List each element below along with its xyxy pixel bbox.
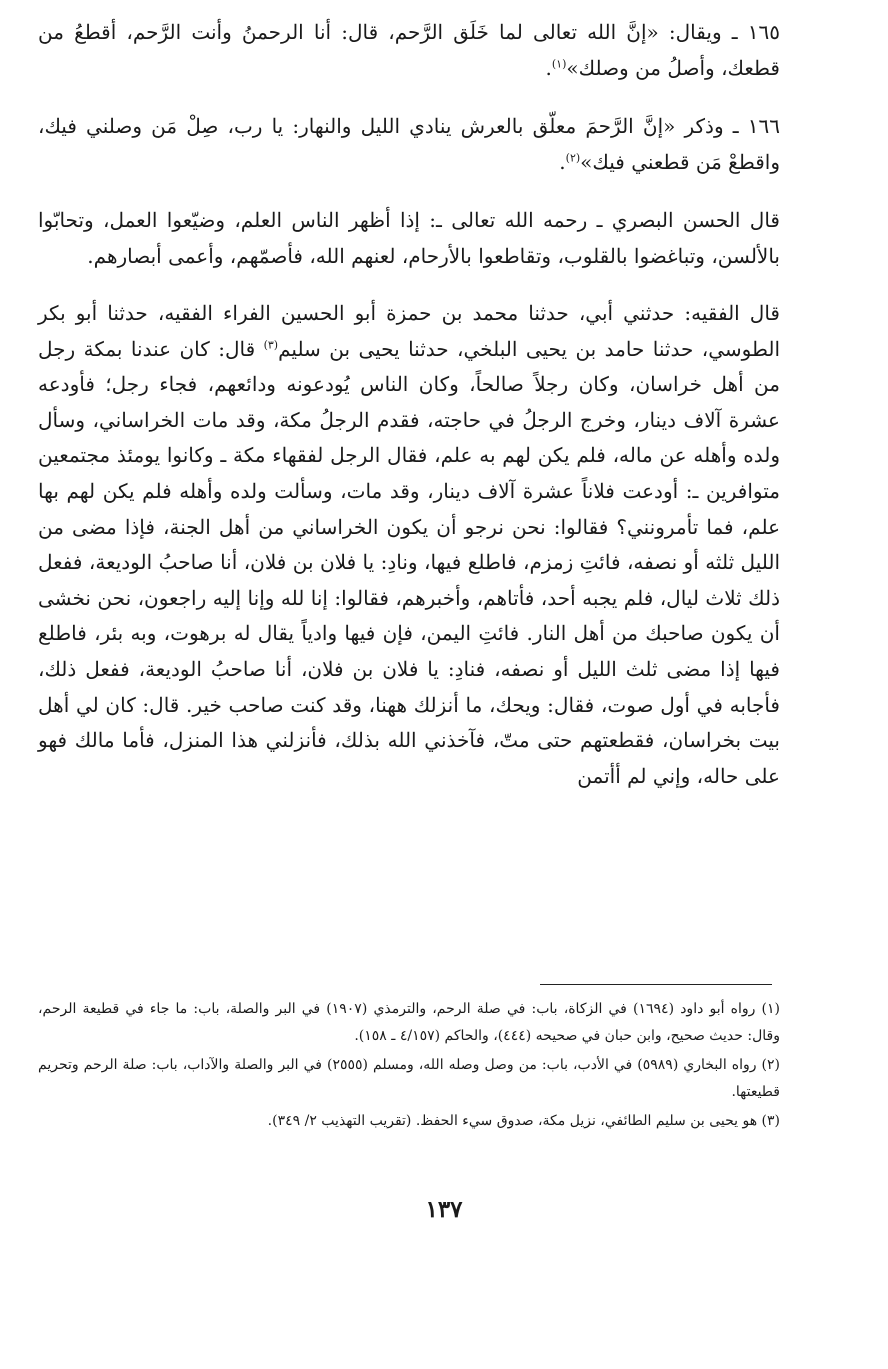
paragraph-165-text: ١٦٥ ـ ويقال: «إنَّ الله تعالى لما خَلَق الرَّحم، قال: أنا الرحمنُ وأنت الرَّحم، أقطعُ من قطعك، وأصلُ من وصلك» — [38, 20, 780, 80]
footnote-separator — [540, 984, 772, 985]
page-number: ١٣٧ — [425, 1196, 463, 1223]
footnote-ref-2: (٢) — [565, 151, 581, 165]
footnotes — [38, 996, 780, 1137]
footnote-1: (١) رواه أبو داود (١٦٩٤) في الزكاة، باب: في صلة الرحم، والترمذي (١٩٠٧) في البر والصلة، باب: ما جاء في قطيعة الرحم، وقال: حديث صحيح، وابن حبان في صحيحه (٤٤٤)، والحاكم (٤/١٥٧ ـ ١٥٨). — [38, 1001, 780, 1044]
paragraph-166: ١٦٦ ـ وذكر «إنَّ الرَّحمَ معلّق بالعرش ينادي الليل والنهار: يا رب، صِلْ مَن وصلني فيك، واقطعْ مَن قطعني فيك»$^{(٢)}$. — [38, 114, 780, 174]
footnote-3: (٣) هو يحيى بن سليم الطائفي، نزيل مكة، صدوق سيء الحفظ. (تقريب التهذيب ٢/ ٣٤٩). — [267, 1113, 780, 1129]
paragraph-165: ١٦٥ ـ ويقال: «إنَّ الله تعالى لما خَلَق الرَّحم، قال: أنا الرحمنُ وأنت الرَّحم، أقطعُ من قطعك، وأصلُ من وصلك»$^{(١)}$. — [38, 20, 780, 80]
main-text — [38, 14, 780, 816]
footnote-ref-3: (٣) — [263, 337, 279, 351]
footnote-2: (٢) رواه البخاري (٥٩٨٩) في الأدب، باب: من وصل وصله الله، ومسلم (٢٥٥٥) في البر والصلة والآداب، باب: صلة الرحم وتحريم قطيعتها. — [38, 1057, 780, 1100]
story-text: قال: كان عندنا بمكة رجل من أهل خراسان، وكان رجلاً صالحاً، وكان الناس يُودعونه ودائعهم، فجاء رجل؛ فأودعه عشرة آلاف دينار، وخرج الرجلُ في حاجته، فقدم الرجلُ مكة، وقد مات الخراساني، وسأل ولده وأهله عن ماله، فلم يكن لهم به علم، فقال الرجل لفقهاء مكة ـ وكانوا يومئذ مجتمعين متوافرين ـ: أودعت فلاناً عشرة آلاف دينار، وقد مات، وسألت ولده وأهله فلم يكن لهم بها علم، فما تأمرونني؟ فقالوا: نحن نرجو أن يكون الخراساني من أهل الجنة، فإذا مضى من الليل ثلثه أو نصفه، فائتِ زمزم، فاطلع فيها، ونادِ: يا فلان بن فلان، أنا صاحبُ الوديعة، ففعل ذلك ثلاث ليال، فلم يجبه أحد، فأتاهم، وأخبرهم، فقالوا: إنا لله وإنا إليه راجعون، نحن نخشى أن يكون صاحبك من أهل النار. فائتِ اليمن، فإن فيها وادياً يقال له برهوت، وبه بئر، فاطلع فيها إذا مضى ثلث الليل أو نصفه، فنادِ: يا فلان بن فلان، أنا صاحبُ الوديعة، ففعل ذلك، فأجابه في أول صوت، فقال: ويحك، ما أنزلك ههنا، وقد كنت صاحب خير. قال: كان لي أهل بيت بخراسان، فقطعتهم حتى متّ، فآخذني الله بذلك، فأنزلني هذا المنزل، فأما مالك فهو على حاله، وإني لم أأتمن — [38, 336, 780, 788]
paragraph-faqih-story — [38, 296, 780, 794]
isnad-text: قال الفقيه: حدثني أبي، حدثنا محمد بن حمزة أبو الحسين الفراء الفقيه، حدثنا أبو بكر الطوسي، حدثنا حامد بن يحيى البلخي، حدثنا يحيى بن سليم — [38, 301, 781, 361]
paragraph-hasan-basri: قال الحسن البصري ـ رحمه الله تعالى ـ: إذا أظهر الناس العلم، وضيّعوا العمل، وتحابّوا بالألسن، وتباغضوا بالقلوب، وتقاطعوا بالأرحام، لعنهم الله، فأصمّهم، وأعمى أبصارهم. — [38, 208, 780, 268]
footnote-ref-1: (١) — [551, 57, 567, 71]
paragraph-166-text: ١٦٦ ـ وذكر «إنَّ الرَّحمَ معلّق بالعرش ينادي الليل والنهار: يا رب، صِلْ مَن وصلني فيك، واقطعْ مَن قطعني فيك» — [38, 114, 780, 174]
